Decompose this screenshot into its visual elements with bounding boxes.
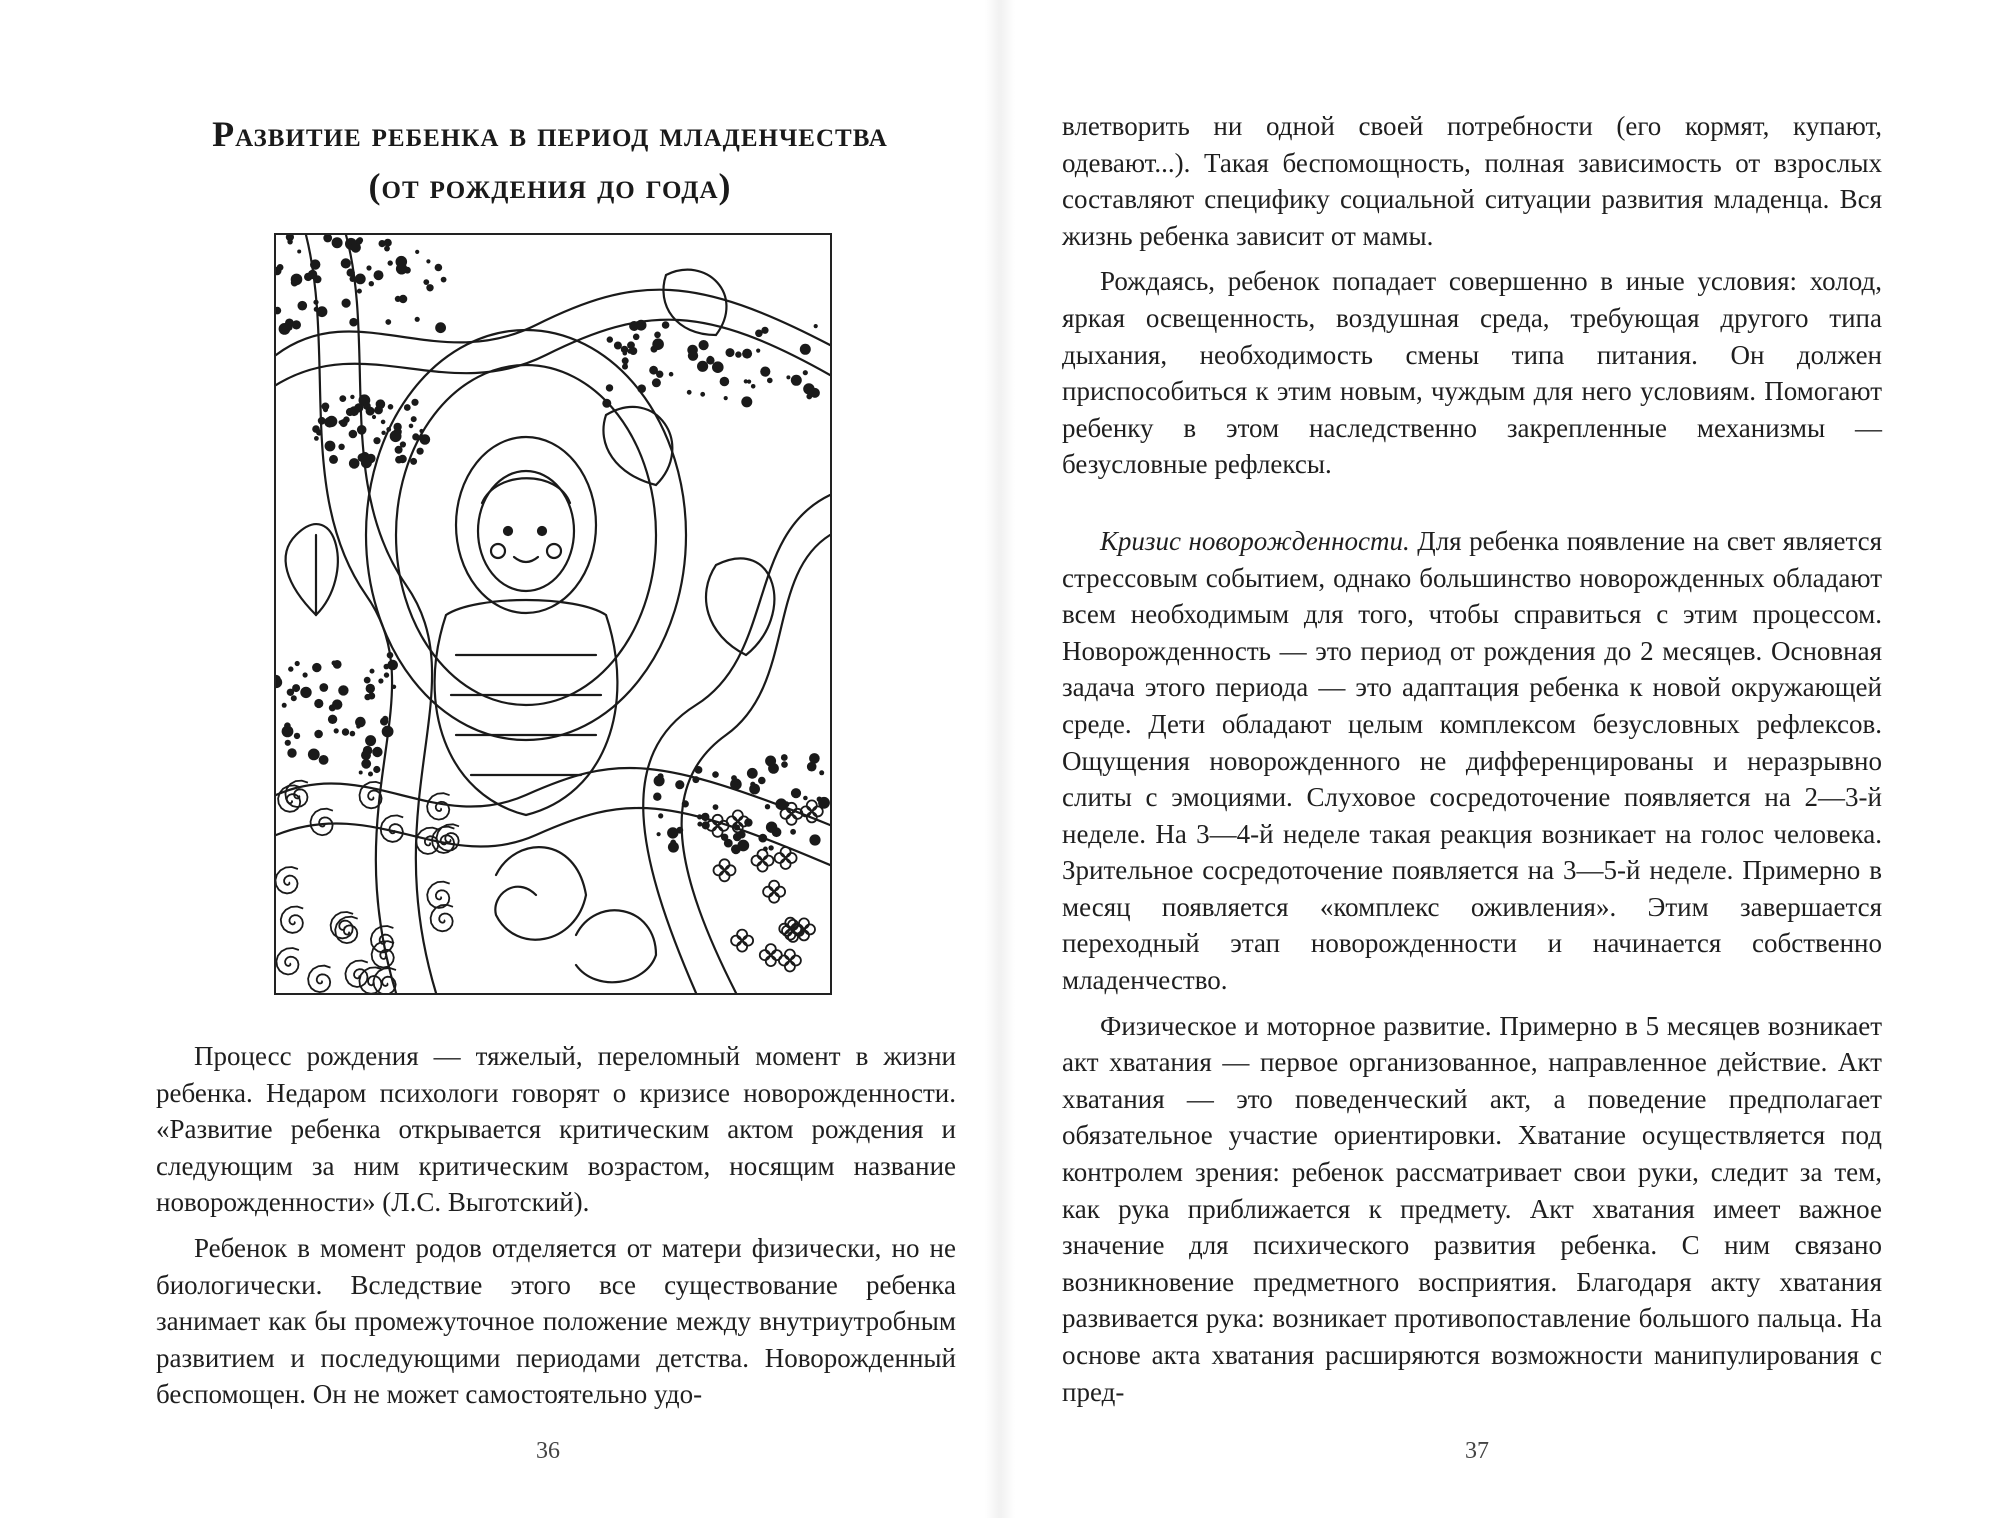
doodle-dot xyxy=(361,759,371,769)
doodle-dot xyxy=(653,793,661,801)
doodle-dot xyxy=(426,284,433,291)
doodle-dot xyxy=(791,788,801,798)
doodle-dot xyxy=(700,392,705,397)
doodle-dot xyxy=(379,240,386,247)
doodle-dot xyxy=(765,804,770,809)
doodle-dot xyxy=(602,399,611,408)
doodle-dot xyxy=(737,781,741,785)
doodle-flower-petal xyxy=(779,924,789,934)
matryoshka-eye xyxy=(538,527,546,535)
doodle-dot xyxy=(291,695,297,701)
doodle-dot xyxy=(629,347,637,355)
doodle-flower-petal xyxy=(807,800,817,810)
doodle-flower-petal xyxy=(769,893,779,903)
doodle-flower-petal xyxy=(758,862,768,872)
doodle-dot xyxy=(370,669,375,674)
doodle-flower-petal xyxy=(766,956,776,966)
doodle-dot xyxy=(652,378,661,387)
doodle-flower-petal xyxy=(766,944,776,954)
doodle-dot xyxy=(313,300,318,305)
doodle-dot xyxy=(419,434,426,441)
doodle-dot xyxy=(607,336,613,342)
doodle-spiral xyxy=(276,867,298,893)
doodle-dot xyxy=(400,441,406,447)
doodle-flower-petal xyxy=(779,956,789,966)
doodle-dot xyxy=(790,829,796,835)
doodle-dot xyxy=(394,428,402,436)
paragraph: Ребенок в момент родов отделяется от матери физически, но не биологически. Вследствие этого все существование ребенка занимает как бы промежуточное положение между внутриутробным развитием и последующими периодами детства. Новорожденный беспомощен. Он не может самостоятельно удо- xyxy=(156,1232,956,1410)
doodle-dot xyxy=(697,822,702,827)
doodle-dot xyxy=(751,384,756,389)
doodle-dot xyxy=(349,430,358,439)
matryoshka-cheek xyxy=(491,544,505,558)
doodle-dot xyxy=(310,259,320,269)
doodle-dot xyxy=(747,768,758,779)
doodle-dot xyxy=(417,448,424,455)
matryoshka-cheek xyxy=(547,544,561,558)
doodle-band xyxy=(346,235,436,993)
doodle-dot xyxy=(761,327,768,334)
swirl-frame xyxy=(366,330,686,740)
doodle-dot xyxy=(323,235,332,242)
doodle-dot xyxy=(385,319,391,325)
doodle-dot xyxy=(363,402,371,410)
doodle-dot xyxy=(287,325,293,331)
doodle-flower-petal xyxy=(781,809,791,819)
left-page-text xyxy=(156,1038,956,1422)
doodle-dot xyxy=(654,775,665,786)
doodle-dot xyxy=(378,678,383,683)
doodle-dot xyxy=(308,270,317,279)
doodle-spiral xyxy=(427,793,450,819)
doodle-dot xyxy=(357,425,367,435)
doodle-dot xyxy=(781,754,788,761)
doodle-dot xyxy=(326,416,337,427)
doodle-dot xyxy=(319,755,329,765)
doodle-dot xyxy=(319,683,328,692)
doodle-flower-petal xyxy=(785,950,795,960)
doodle-dot xyxy=(781,761,788,768)
doodle-dot xyxy=(814,324,818,328)
right-page-text xyxy=(1062,108,1882,1419)
doodle-dot xyxy=(766,822,777,833)
doodle-dot xyxy=(767,378,773,384)
doodle-flowers xyxy=(707,800,823,971)
doodle-flower-petal xyxy=(775,853,785,863)
chapter-title xyxy=(120,108,980,212)
doodle-dot xyxy=(411,399,418,406)
doodle-dot xyxy=(372,747,382,757)
doodle-loop xyxy=(576,910,656,982)
doodle-dot xyxy=(768,845,773,850)
doodle-flower-petal xyxy=(769,881,779,891)
doodle-dot xyxy=(342,299,351,308)
doodle-dot xyxy=(374,270,384,280)
doodle-dot xyxy=(339,395,346,402)
doodle-dot xyxy=(404,404,411,411)
doodle-dot xyxy=(687,390,692,395)
doodle-dot xyxy=(697,814,702,819)
doodle-flower-petal xyxy=(813,806,823,816)
doodle-dot xyxy=(733,833,742,842)
doodle-dot xyxy=(419,429,423,433)
doodle-flower-petal xyxy=(785,962,795,972)
doodle-dot xyxy=(388,260,393,265)
doodle-dot xyxy=(712,361,724,373)
doodle-dot xyxy=(342,728,349,735)
doodle-dot xyxy=(386,427,391,432)
doodle-dot xyxy=(292,320,301,329)
doodle-dot xyxy=(744,379,748,383)
doodle-dot xyxy=(435,264,443,272)
doodle-spiral xyxy=(427,882,450,908)
doodle-flower-petal xyxy=(714,865,724,875)
doodle-dot xyxy=(411,416,417,422)
doodle-dot xyxy=(742,349,752,359)
doodle-dot xyxy=(295,661,300,666)
doodle-dot xyxy=(384,246,390,252)
doodle-dot xyxy=(662,321,670,329)
doodle-dot xyxy=(395,296,401,302)
doodle-dot xyxy=(760,367,770,377)
doodle-illustration-svg xyxy=(276,235,830,993)
doodle-dot xyxy=(800,344,811,355)
doodle-dot xyxy=(369,281,374,286)
doodle-flower-petal xyxy=(727,816,737,826)
matryoshka-head-outline xyxy=(456,437,596,613)
doodle-dot xyxy=(688,351,698,361)
doodle-illustration xyxy=(274,233,832,995)
doodle-spiral xyxy=(276,948,299,975)
doodle-dot xyxy=(423,279,429,285)
doodle-flower-petal xyxy=(726,865,736,875)
paragraph-continued: влетворить ни одной своей потребности (его кормят, купают, одевают...). Такая беспомощность, полная зависимость от взрослых составляют специфику социальной ситуации развития младенца. Вся жизнь ребенка зависит от мамы. xyxy=(1062,111,1882,251)
doodle-dot xyxy=(649,366,658,375)
doodle-dot xyxy=(357,289,362,294)
doodle-dot xyxy=(699,340,709,350)
doodle-dot xyxy=(332,661,337,666)
doodle-dot xyxy=(338,685,348,695)
page-number-right: 37 xyxy=(1465,1438,1489,1464)
doodle-dot xyxy=(652,338,664,350)
doodle-dot xyxy=(349,318,358,327)
doodle-dot xyxy=(350,395,354,399)
doodle-dot xyxy=(803,370,808,375)
doodle-band xyxy=(306,235,396,993)
doodle-dot xyxy=(803,796,808,801)
doodle-dot xyxy=(637,384,646,393)
doodle-dot xyxy=(676,827,683,834)
doodle-dot xyxy=(297,250,301,254)
page-number-left: 36 xyxy=(536,1438,560,1464)
doodle-leaf xyxy=(286,524,338,615)
doodle-spiral xyxy=(431,905,453,932)
doodle-dot xyxy=(396,263,407,274)
doodle-dot xyxy=(288,666,293,671)
doodle-dot xyxy=(735,351,741,357)
doodle-dot xyxy=(695,766,703,774)
doodle-dot xyxy=(786,375,790,379)
doodle-dot xyxy=(409,424,414,429)
doodle-dot xyxy=(435,322,446,333)
doodle-dot xyxy=(809,834,820,845)
doodle-dot xyxy=(392,685,396,689)
doodle-dot xyxy=(415,317,420,322)
doodle-dot xyxy=(334,728,339,733)
doodle-dot xyxy=(629,321,639,331)
chapter-title-line-1: Развитие ребенка в период младенчества xyxy=(212,114,888,154)
doodle-flower-petal xyxy=(720,871,730,881)
doodle-dot xyxy=(441,277,447,283)
paragraph-crisis xyxy=(1062,523,1882,999)
doodle-dot xyxy=(412,433,419,440)
doodle-spiral xyxy=(308,966,330,993)
doodle-dot xyxy=(712,771,719,778)
doodle-dot xyxy=(737,840,749,852)
doodle-spiral xyxy=(281,907,303,933)
doodle-dot xyxy=(387,652,394,659)
doodle-dot xyxy=(395,456,403,464)
doodle-dot xyxy=(701,813,709,821)
doodle-dot xyxy=(724,396,728,400)
doodle-dot xyxy=(807,762,817,772)
doodle-dot xyxy=(731,775,737,781)
doodle-dot xyxy=(803,383,814,394)
doodle-flower-petal xyxy=(737,930,747,940)
doodle-dot xyxy=(314,730,323,739)
paragraph: Процесс рождения — тяжелый, переломный момент в жизни ребенка. Недаром психологи говорят о кризисе новорожденности. «Развитие ребенка открывается критическим актом рождения и следующим за ним критическим возрастом, носящим название новорожденности» (Л.С. Выготский). xyxy=(156,1041,956,1218)
doodle-dot xyxy=(623,363,627,367)
doodle-dot xyxy=(356,724,360,728)
page-right xyxy=(1000,0,2000,1518)
doodle-flower-petal xyxy=(787,853,797,863)
doodle-flower-petal xyxy=(758,850,768,860)
paragraph: Физическое и моторное развитие. Примерно в 5 месяцев возникает акт хватания — первое организованное, направленное действие. Акт хватания — это поведенческий акт, а поведение предполагает обязательное участие ориентировки. Хватание осуществляется под контролем зрения: ребенок рассматривает свои руки, следит за тем, как рука приближается к предмету. Акт хватания имеет важное значение для психического развития ребенка. С ним связано возникновение предметного восприятия. Благодаря акту хватания развивается рука: возникает противопоставление большого пальца. На основе акта хватания расширяются возможности манипулирования с пред- xyxy=(1062,1010,1882,1407)
doodle-leaf xyxy=(706,558,774,655)
matryoshka-body xyxy=(435,600,618,815)
doodle-dot xyxy=(388,404,394,410)
doodle-dot xyxy=(692,776,699,783)
doodle-dot xyxy=(669,372,674,377)
doodle-dot xyxy=(300,687,311,698)
doodle-dot xyxy=(382,726,394,738)
doodle-dot xyxy=(346,408,354,416)
doodle-dot xyxy=(765,756,776,767)
doodle-dot xyxy=(312,663,321,672)
doodle-dot xyxy=(372,415,376,419)
doodle-dot xyxy=(332,237,343,248)
doodle-dot xyxy=(308,749,320,761)
doodle-spiral xyxy=(372,941,395,967)
doodle-dot xyxy=(312,425,320,433)
doodle-dot xyxy=(363,746,373,756)
doodle-dot xyxy=(323,407,328,412)
doodle-dot xyxy=(355,274,366,285)
doodle-spirals xyxy=(276,781,459,993)
matryoshka-smile xyxy=(514,557,538,562)
matryoshka-stripes xyxy=(451,655,601,775)
doodle-dot xyxy=(668,842,679,853)
doodle-dot xyxy=(314,699,323,708)
doodle-dot xyxy=(285,740,291,746)
doodle-dot xyxy=(287,689,294,696)
doodle-dot xyxy=(750,782,755,787)
doodle-dot xyxy=(287,239,292,244)
paragraph: Рождаясь, ребенок попадает совершенно в иные условия: холод, яркая освещенность, воздушная среда, требующая другого типа дыхания, необходимость смены типа питания. Он должен приспособиться к этим новым, чуждым для него условиям. Помогают ребенку в этом наследственно закрепленные механизмы — безусловные рефлексы. xyxy=(1062,266,1882,480)
doodle-dot xyxy=(381,420,386,425)
doodle-dot xyxy=(317,306,328,317)
doodle-dot xyxy=(332,699,342,709)
doodle-flower-petal xyxy=(763,887,773,897)
doodle-dot xyxy=(318,417,326,425)
doodle-dot xyxy=(806,394,812,400)
matryoshka-eye xyxy=(504,527,512,535)
doodle-dot xyxy=(303,672,308,677)
doodle-spiral xyxy=(360,782,382,808)
doodle-dot xyxy=(294,733,300,739)
doodle-dot xyxy=(329,455,338,464)
doodle-loop xyxy=(495,847,586,940)
doodle-dot xyxy=(657,832,661,836)
crisis-heading: Кризис новорожденности. xyxy=(1100,525,1410,556)
doodle-dot xyxy=(356,238,363,245)
doodle-dot xyxy=(426,259,430,263)
doodle-flower-petal xyxy=(772,950,782,960)
doodle-dot xyxy=(347,269,355,277)
doodle-dot xyxy=(339,420,343,424)
doodle-dot xyxy=(606,384,613,391)
doodle-dot xyxy=(350,731,356,737)
doodle-dot xyxy=(349,458,360,469)
doodle-dot xyxy=(675,780,684,789)
doodle-dot xyxy=(706,356,714,364)
doodle-dot xyxy=(366,684,375,693)
doodle-dot xyxy=(654,332,661,339)
doodle-dot xyxy=(658,813,663,818)
doodle-flower-petal xyxy=(713,815,723,825)
doodle-dot xyxy=(387,660,398,671)
doodle-dot xyxy=(298,301,308,311)
doodle-flower-petal xyxy=(764,856,774,866)
doodle-dot xyxy=(697,361,708,372)
doodle-dot xyxy=(623,351,628,356)
doodle-dot xyxy=(343,416,350,423)
doodle-dot xyxy=(359,771,363,775)
doodle-dot xyxy=(373,437,380,444)
doodle-dot xyxy=(341,258,351,268)
doodle-dot xyxy=(713,804,719,810)
doodle-dot xyxy=(381,431,385,435)
doodle-dot xyxy=(819,770,824,775)
doodle-dot xyxy=(365,735,376,746)
doodle-dot xyxy=(328,715,337,724)
doodle-dot xyxy=(338,444,344,450)
doodle-dot xyxy=(614,342,622,350)
doodle-flower-petal xyxy=(781,859,791,869)
doodle-flower-petal xyxy=(733,810,743,820)
doodle-dot xyxy=(720,377,730,387)
doodle-dot xyxy=(282,726,294,738)
doodle-flower-petal xyxy=(713,827,723,837)
doodle-flower-petal xyxy=(791,956,801,966)
doodle-dot xyxy=(682,800,689,807)
doodle-dot xyxy=(758,834,767,843)
chapter-title-line-2: (от рождения до года) xyxy=(368,166,732,206)
doodle-dot xyxy=(384,672,389,677)
doodle-flower-petal xyxy=(760,950,770,960)
doodle-flower-petal xyxy=(743,936,753,946)
doodle-dot xyxy=(758,777,766,785)
doodle-dot xyxy=(415,250,419,254)
doodle-dot xyxy=(410,458,417,465)
doodle-dot xyxy=(380,717,388,725)
doodle-dot xyxy=(358,453,367,462)
doodle-dot xyxy=(726,348,735,357)
doodle-flower-petal xyxy=(775,887,785,897)
doodle-dot xyxy=(373,766,380,773)
doodle-dot xyxy=(724,839,733,848)
doodle-dot xyxy=(741,396,752,407)
doodle-flower-petal xyxy=(720,859,730,869)
doodle-dot xyxy=(791,375,802,386)
doodle-dot xyxy=(374,406,383,415)
doodle-dot xyxy=(325,441,336,452)
doodle-dot xyxy=(276,677,282,689)
doodle-flower-petal xyxy=(752,856,762,866)
doodle-dot xyxy=(282,703,287,708)
doodle-dot xyxy=(287,748,296,757)
doodle-dot xyxy=(366,265,371,270)
doodle-spiral xyxy=(345,961,367,988)
doodle-dot xyxy=(368,772,373,777)
doodle-flower-petal xyxy=(781,847,791,857)
matryoshka-hair xyxy=(482,478,570,503)
doodle-dot xyxy=(364,694,370,700)
doodle-spiral xyxy=(311,809,333,836)
doodle-dot xyxy=(276,307,281,315)
doodle-dot xyxy=(756,349,760,353)
crisis-text: Для ребенка появление на свет является стрессовым событием, однако большинство новорожденных обладают всем необходимым для того, чтобы справиться с этим процессом. Новорожденность — это период от рождения до 2 месяцев. Основная задача этого периода — это адаптация ребенка к новой окружающей среде. Дети обладают целым комплексом безусловных рефлексов. Ощущения новорожденного не дифференцированы и неразрывно слиты с эмоциями. Слуховое сосредоточение появляется на 2—3-й неделе. На 3—4-й неделе такая реакция возникает на голос человека. Зрительное сосредоточение появляется на 3—5-й неделе. Примерно в месяц появляется «комплекс оживления». Этим завершается переходный этап новорожденности и начинается собственно младенчество. xyxy=(1062,525,1882,996)
doodle-dot xyxy=(364,677,371,684)
doodle-dot xyxy=(291,279,298,286)
doodle-dot xyxy=(314,436,319,441)
doodle-dot xyxy=(633,334,640,341)
doodle-flower-petal xyxy=(737,942,747,952)
doodle-flower-petal xyxy=(805,924,815,934)
doodle-flower-petal xyxy=(787,815,797,825)
doodle-flower-petal xyxy=(731,936,741,946)
